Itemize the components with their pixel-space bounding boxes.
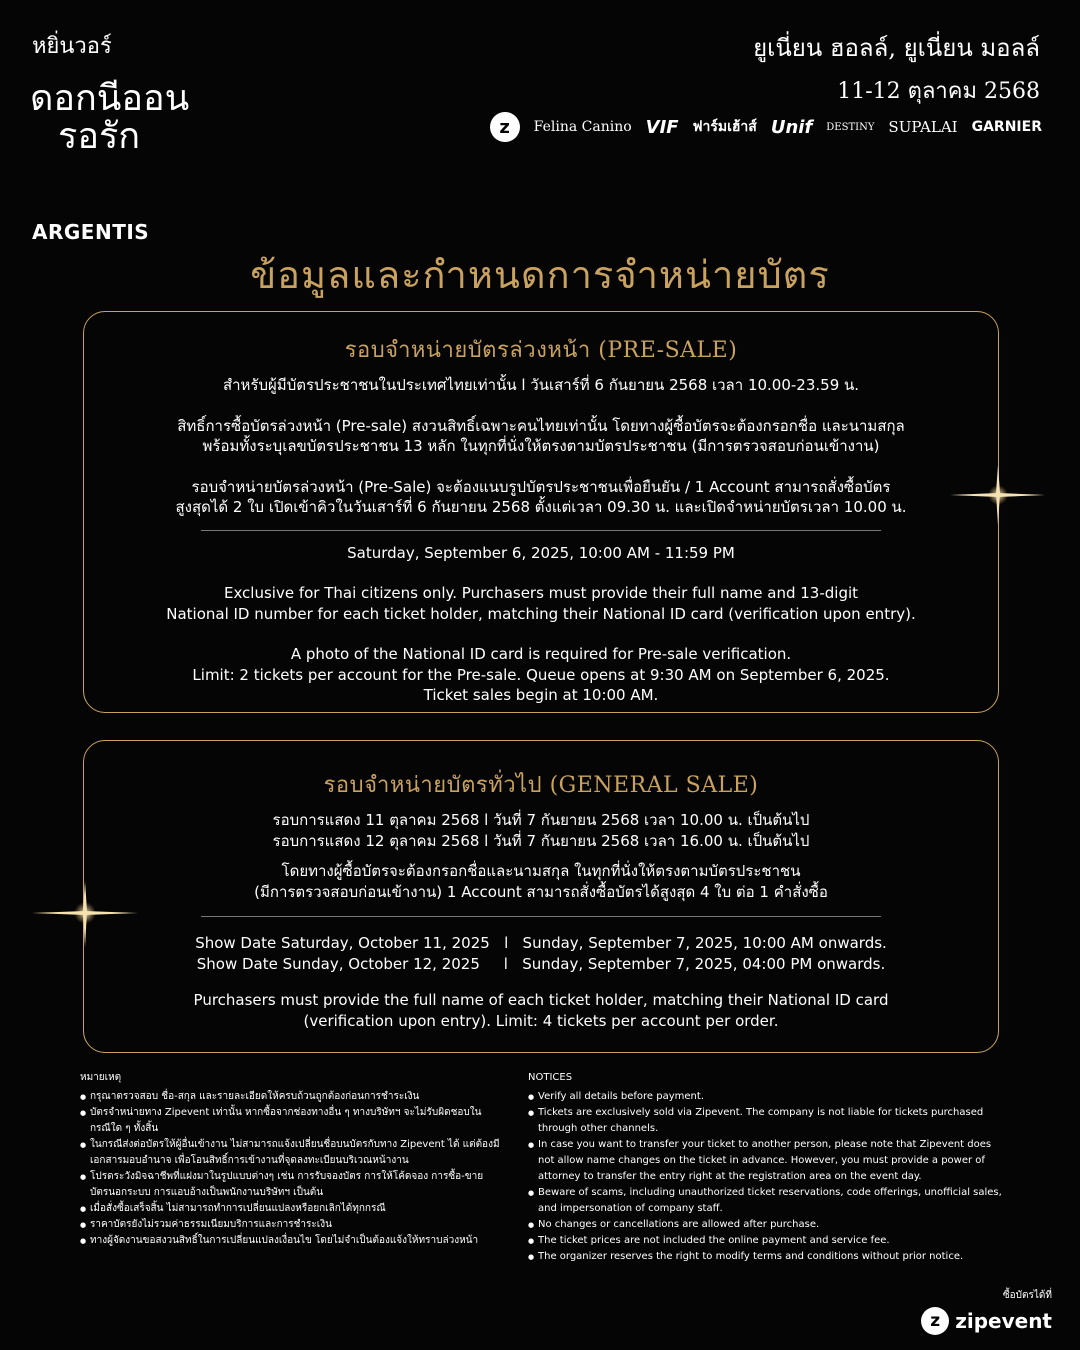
note-item: ● โปรดระวังมิจฉาชีพที่แฝงมาในรูปแบบต่างๆ เช่น การรับจองบัตร การให้โค้ดจอง การซื้อ-ขาย บัตรนอกระบบ การแอบอ้างเป็นพนักงานบริษัทฯ เป็นต้น	[80, 1169, 500, 1201]
zipevent-brand: zipevent	[955, 1309, 1052, 1333]
presale-en-line: Saturday, September 6, 2025, 10:00 AM - 11:59 PM	[347, 543, 735, 562]
presale-th-line: สิทธิ์การซื้อบัตรล่วงหน้า (Pre-sale) สงวนสิทธิ์เฉพาะคนไทยเท่านั้น โดยทางผู้ซื้อบัตรจะต้องกรอกชื่อ และนามสกุล	[177, 416, 905, 435]
sponsor-vif: VIF	[645, 116, 679, 138]
general-en-line: (verification upon entry). Limit: 4 tickets per account per order.	[303, 1011, 779, 1030]
presale-en-line: Limit: 2 tickets per account for the Pre-sale. Queue opens at 9:30 AM on September 6, 2025.	[192, 665, 890, 684]
sponsor-felina: Felina Canino	[533, 119, 632, 135]
note-item: ● In case you want to transfer your ticket to another person, please note that Zipevent does not allow name changes on the ticket in advance. However, you must provide a power of attorney to transfer the entry right at the registration area on the event day.	[528, 1137, 1008, 1185]
divider	[201, 530, 881, 531]
sponsor-farmhouse: ฟาร์มเฮ้าส์	[692, 119, 757, 135]
note-item: ● ราคาบัตรยังไม่รวมค่าธรรมเนียมบริการและการชำระเงิน	[80, 1217, 500, 1233]
presale-th-line: สำหรับผู้มีบัตรประชาชนในประเทศไทยเท่านั้น l วันเสาร์ที่ 6 กันยายน 2568 เวลา 10.00-23.59 น.	[222, 376, 860, 394]
note-item: ● ในกรณีส่งต่อบัตรให้ผู้อื่นเข้างาน ไม่สามารถแจ้งเปลี่ยนชื่อบนบัตรกับทาง Zipevent ได้ แต่ต้องมีเอกสารมอบอำนาจ เพื่อโอนสิทธิ์การเข้างานที่จุดลงทะเบียนบริเวณหน้างาน	[80, 1137, 500, 1169]
note-item: ● The organizer reserves the right to modify terms and conditions without prior notice.	[528, 1249, 1008, 1265]
zipevent-logo[interactable]	[921, 1307, 1052, 1335]
notes-heading: หมายเหตุ	[80, 1072, 122, 1083]
note-item: ● Verify all details before payment.	[528, 1089, 1008, 1105]
sponsor-garnier: GARNIER	[971, 119, 1042, 135]
z-logo-icon: z	[921, 1307, 949, 1335]
note-item: ● Tickets are exclusively sold via Zipevent. The company is not liable for tickets purchased through other channels.	[528, 1105, 1008, 1137]
buy-tickets-label: ซื้อบัตรได้ที่	[1002, 1290, 1052, 1301]
presale-th-line: สูงสุดได้ 2 ใบ เปิดเข้าคิวในวันเสาร์ที่ 6 กันยายน 2568 ตั้งแต่เวลา 09.30 น. และเปิดจำหน่ายบัตรเวลา 10.00 น.	[175, 498, 907, 516]
presale-box	[83, 311, 999, 713]
general-th-line: รอบการแสดง 12 ตุลาคม 2568 l วันที่ 7 กันยายน 2568 เวลา 16.00 น. เป็นต้นไป	[272, 831, 810, 850]
venue-block	[753, 28, 1040, 108]
sponsor-row	[490, 112, 1042, 142]
show-logo	[30, 80, 190, 156]
general-sale-title: รอบจำหน่ายบัตรทั่วไป (GENERAL SALE)	[323, 773, 759, 798]
z-logo-icon: z	[490, 112, 520, 142]
presale-en-line: Exclusive for Thai citizens only. Purchasers must provide their full name and 13-digit	[223, 584, 859, 602]
footer-zipevent	[921, 1288, 1052, 1335]
argentis-label: ARGENTIS	[32, 220, 150, 244]
note-item: ● บัตรจำหน่ายทาง Zipevent เท่านั้น หากซื้อจากช่องทางอื่น ๆ ทางบริษัทฯ จะไม่รับผิดชอบในกรณีใด ๆ ทั้งสิ้น	[80, 1105, 500, 1137]
event-dates: 11-12 ตุลาคม 2568	[837, 79, 1040, 104]
note-item: ● No changes or cancellations are allowed after purchase.	[528, 1217, 1008, 1233]
note-item: ● The ticket prices are not included the online payment and service fee.	[528, 1233, 1008, 1249]
general-sale-box	[83, 740, 999, 1053]
general-th-line: โดยทางผู้ซื้อบัตรจะต้องกรอกชื่อและนามสกุล ในทุกที่นั่งให้ตรงตามบัตรประชาชน	[281, 862, 801, 880]
note-item: ● เมื่อสั่งซื้อเสร็จสิ้น ไม่สามารถทำการเปลี่ยนแปลงหรือยกเลิกได้ทุกกรณี	[80, 1201, 500, 1217]
sponsor-zipevent	[490, 112, 520, 142]
sponsor-supalai: SUPALAI	[888, 118, 958, 136]
general-th-line: รอบการแสดง 11 ตุลาคม 2568 l วันที่ 7 กันยายน 2568 เวลา 10.00 น. เป็นต้นไป	[272, 811, 810, 829]
presale-en-line: National ID number for each ticket holder, matching their National ID card (verification upon entry).	[166, 604, 916, 623]
venue-name: ยูเนี่ยน ฮอลล์, ยูเนี่ยน มอลล์	[753, 34, 1040, 62]
general-th-line: (มีการตรวจสอบก่อนเข้างาน) 1 Account สามารถสั่งซื้อบัตรได้สูงสุด 4 ใบ ต่อ 1 คำสั่งซื้อ	[254, 882, 828, 901]
presale-title: รอบจำหน่ายบัตรล่วงหน้า (PRE-SALE)	[344, 338, 738, 363]
general-en-line: Show Date Saturday, October 11, 2025 l Sunday, September 7, 2025, 10:00 AM onwards.	[195, 934, 887, 952]
note-item: ● กรุณาตรวจสอบ ชื่อ-สกุล และรายละเอียดให้ครบถ้วนถูกต้องก่อนการชำระเงิน	[80, 1089, 500, 1105]
presale-th-line: พร้อมทั้งระบุเลขบัตรประชาชน 13 หลัก ในทุกที่นั่งให้ตรงตามบัตรประชาชน (มีการตรวจสอบก่อนเข้างาน)	[202, 437, 880, 455]
general-en-line: Purchasers must provide the full name of each ticket holder, matching their National ID card	[193, 991, 889, 1009]
presenter-label: หยิ่นวอร์	[32, 34, 112, 59]
presale-en-line: A photo of the National ID card is required for Pre-sale verification.	[290, 645, 792, 663]
general-en-line: Show Date Sunday, October 12, 2025 l Sunday, September 7, 2025, 04:00 PM onwards.	[196, 954, 886, 973]
show-title-line2: รอรัก	[58, 116, 141, 157]
sponsor-destiny: DESTINY	[826, 121, 875, 133]
sparkle-icon	[945, 455, 1045, 535]
show-title-line1: ดอกนีออน	[30, 78, 190, 119]
divider	[201, 916, 881, 917]
notes-thai	[80, 1070, 500, 1249]
sparkle-icon	[30, 875, 140, 955]
page-title: ข้อมูลและกำหนดการจำหน่ายบัตร	[250, 253, 830, 297]
presale-en-line: Ticket sales begin at 10:00 AM.	[423, 686, 659, 704]
note-item: ● ทางผู้จัดงานขอสงวนสิทธิ์ในการเปลี่ยนแปลงเงื่อนไข โดยไม่จำเป็นต้องแจ้งให้ทราบล่วงหน้า	[80, 1233, 500, 1249]
presale-th-line: รอบจำหน่ายบัตรล่วงหน้า (Pre-Sale) จะต้องแนบรูปบัตรประชาชนเพื่อยืนยัน / 1 Account สามารถสั่งซื้อบัตร	[191, 477, 891, 496]
notes-heading: NOTICES	[528, 1072, 573, 1083]
sponsor-unif: Unif	[770, 116, 813, 138]
note-item: ● Beware of scams, including unauthorized ticket reservations, code offerings, unofficial sales, and impersonation of company staff.	[528, 1185, 1008, 1217]
notes-english	[528, 1070, 1008, 1265]
